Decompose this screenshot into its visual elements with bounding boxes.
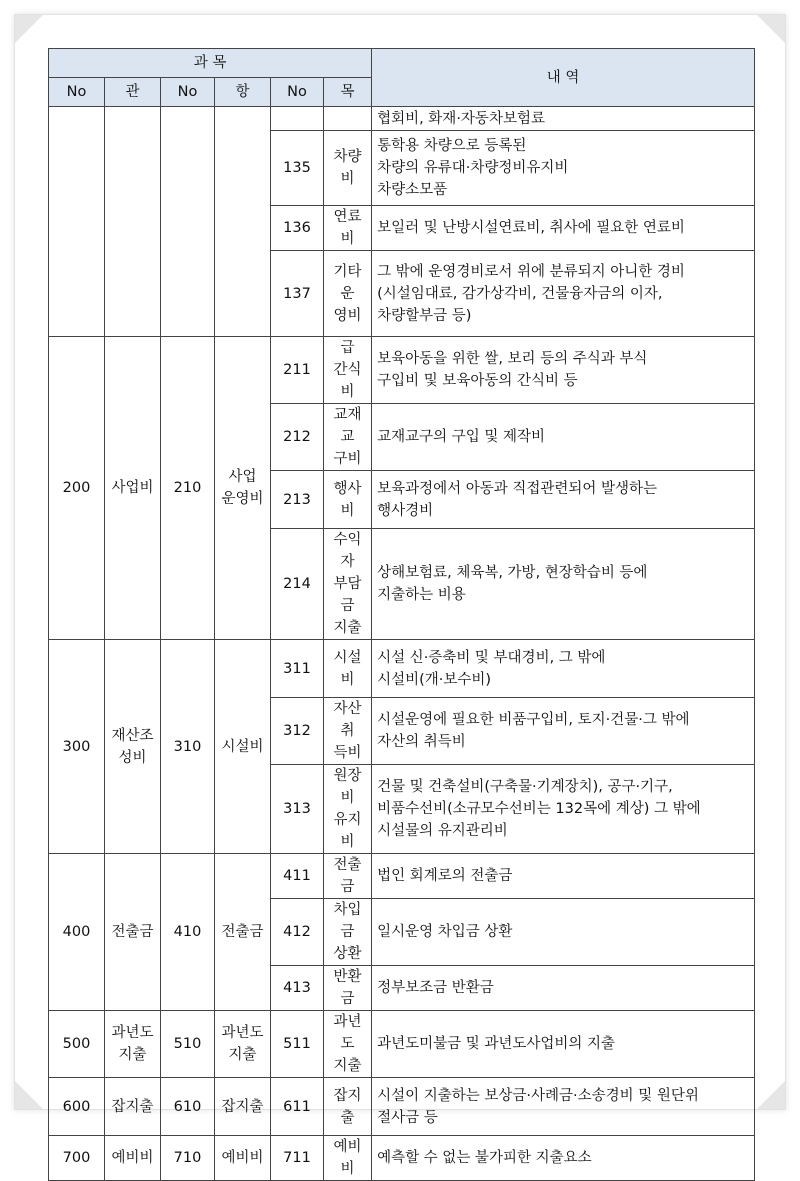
kwan-cell xyxy=(105,107,161,337)
mok-no-cell xyxy=(271,107,324,131)
mok-no-cell: 411 xyxy=(271,854,324,899)
hang-cell: 전출금 xyxy=(215,854,271,1011)
mok-no-cell: 412 xyxy=(271,899,324,966)
table-row xyxy=(49,640,755,698)
kwan-cell: 사업비 xyxy=(105,337,161,640)
mok-cell: 반환금 xyxy=(324,966,372,1011)
kwan-no-cell: 200 xyxy=(49,337,105,640)
mok-no-cell: 214 xyxy=(271,529,324,640)
desc-cell: 상해보험료, 체육복, 가방, 현장학습비 등에 지출하는 비용 xyxy=(372,529,755,640)
mok-cell: 차입금 상환 xyxy=(324,899,372,966)
desc-cell: 시설이 지출하는 보상금·사례금·소송경비 및 원단위 절사금 등 xyxy=(372,1078,755,1136)
kwan-cell: 전출금 xyxy=(105,854,161,1011)
kwan-no-cell: 500 xyxy=(49,1011,105,1078)
mok-cell xyxy=(324,107,372,131)
desc-cell: 법인 회계로의 전출금 xyxy=(372,854,755,899)
desc-cell: 보육아동을 위한 쌀, 보리 등의 주식과 부식 구입비 및 보육아동의 간식비 등 xyxy=(372,337,755,404)
table-row xyxy=(49,1011,755,1078)
hang-no-cell: 510 xyxy=(161,1011,215,1078)
desc-cell: 협회비, 화재·자동차보험료 xyxy=(372,107,755,131)
hang-no-cell: 410 xyxy=(161,854,215,1011)
corner-fold-bottom-left xyxy=(15,1081,43,1109)
corner-fold-bottom-right xyxy=(757,1081,785,1109)
hang-cell: 사업 운영비 xyxy=(215,337,271,640)
mok-cell: 급 간식비 xyxy=(324,337,372,404)
col-header-mok: 목 xyxy=(324,78,372,107)
kwan-no-cell: 400 xyxy=(49,854,105,1011)
mok-cell: 차량비 xyxy=(324,131,372,206)
col-header-kwan-no: No xyxy=(49,78,105,107)
mok-cell: 원장비 유지비 xyxy=(324,765,372,854)
mok-no-cell: 137 xyxy=(271,251,324,337)
desc-cell: 과년도미불금 및 과년도사업비의 지출 xyxy=(372,1011,755,1078)
col-header-mok-no: No xyxy=(271,78,324,107)
mok-cell: 시설비 xyxy=(324,640,372,698)
table-row xyxy=(49,1136,755,1181)
mok-cell: 전출금 xyxy=(324,854,372,899)
mok-no-cell: 611 xyxy=(271,1078,324,1136)
hang-no-cell: 210 xyxy=(161,337,215,640)
col-header-kwan: 관 xyxy=(105,78,161,107)
mok-no-cell: 511 xyxy=(271,1011,324,1078)
hang-no-cell xyxy=(161,107,215,337)
desc-cell: 교재교구의 구입 및 제작비 xyxy=(372,404,755,471)
kwan-cell: 예비비 xyxy=(105,1136,161,1181)
col-header-hang: 항 xyxy=(215,78,271,107)
hang-cell xyxy=(215,107,271,337)
mok-cell: 연료비 xyxy=(324,206,372,251)
desc-cell: 건물 및 건축설비(구축물·기계장치), 공구·기구, 비품수선비(소규모수선비는 132목에 계상) 그 밖에 시설물의 유지관리비 xyxy=(372,765,755,854)
desc-cell: 정부보조금 반환금 xyxy=(372,966,755,1011)
mok-no-cell: 213 xyxy=(271,471,324,529)
mok-cell: 행사비 xyxy=(324,471,372,529)
desc-cell: 일시운영 차입금 상환 xyxy=(372,899,755,966)
desc-cell: 예측할 수 없는 불가피한 지출요소 xyxy=(372,1136,755,1181)
hang-no-cell: 310 xyxy=(161,640,215,854)
kwan-cell: 잡지출 xyxy=(105,1078,161,1136)
mok-no-cell: 211 xyxy=(271,337,324,404)
hang-cell: 예비비 xyxy=(215,1136,271,1181)
kwan-no-cell: 600 xyxy=(49,1078,105,1136)
details-header: 내 역 xyxy=(372,49,755,107)
kwan-no-cell xyxy=(49,107,105,337)
table-row xyxy=(49,337,755,404)
mok-no-cell: 711 xyxy=(271,1136,324,1181)
hang-no-cell: 610 xyxy=(161,1078,215,1136)
kwan-no-cell: 700 xyxy=(49,1136,105,1181)
mok-no-cell: 136 xyxy=(271,206,324,251)
mok-cell: 자산취 득비 xyxy=(324,698,372,765)
hang-cell: 잡지출 xyxy=(215,1078,271,1136)
mok-no-cell: 413 xyxy=(271,966,324,1011)
mok-no-cell: 212 xyxy=(271,404,324,471)
desc-cell: 통학용 차량으로 등록된 차량의 유류대·차량정비유지비 차량소모품 xyxy=(372,131,755,206)
mok-cell: 과년도 지출 xyxy=(324,1011,372,1078)
desc-cell: 보일러 및 난방시설연료비, 취사에 필요한 연료비 xyxy=(372,206,755,251)
budget-table xyxy=(48,48,755,1181)
col-header-hang-no: No xyxy=(161,78,215,107)
corner-fold-top-left xyxy=(15,15,43,43)
desc-cell: 그 밖에 운영경비로서 위에 분류되지 아니한 경비 (시설임대료, 감가상각비, 건물융자금의 이자, 차량할부금 등) xyxy=(372,251,755,337)
mok-cell: 잡지출 xyxy=(324,1078,372,1136)
mok-no-cell: 313 xyxy=(271,765,324,854)
desc-cell: 보육과정에서 아동과 직접관련되어 발생하는 행사경비 xyxy=(372,471,755,529)
hang-cell: 과년도 지출 xyxy=(215,1011,271,1078)
mok-cell: 예비비 xyxy=(324,1136,372,1181)
mok-cell: 교재교 구비 xyxy=(324,404,372,471)
mok-cell: 기타운 영비 xyxy=(324,251,372,337)
table-row xyxy=(49,107,755,131)
desc-cell: 시설 신·증축비 및 부대경비, 그 밖에 시설비(개·보수비) xyxy=(372,640,755,698)
hang-cell: 시설비 xyxy=(215,640,271,854)
table-row xyxy=(49,854,755,899)
kwan-cell: 재산조 성비 xyxy=(105,640,161,854)
kwan-cell: 과년도 지출 xyxy=(105,1011,161,1078)
mok-no-cell: 135 xyxy=(271,131,324,206)
mok-no-cell: 311 xyxy=(271,640,324,698)
kwan-no-cell: 300 xyxy=(49,640,105,854)
desc-cell: 시설운영에 필요한 비품구입비, 토지·건물·그 밖에 자산의 취득비 xyxy=(372,698,755,765)
mok-cell: 수익자 부담금 지출 xyxy=(324,529,372,640)
corner-fold-top-right xyxy=(757,15,785,43)
mok-no-cell: 312 xyxy=(271,698,324,765)
table-row xyxy=(49,1078,755,1136)
subject-header: 과 목 xyxy=(49,49,372,78)
hang-no-cell: 710 xyxy=(161,1136,215,1181)
